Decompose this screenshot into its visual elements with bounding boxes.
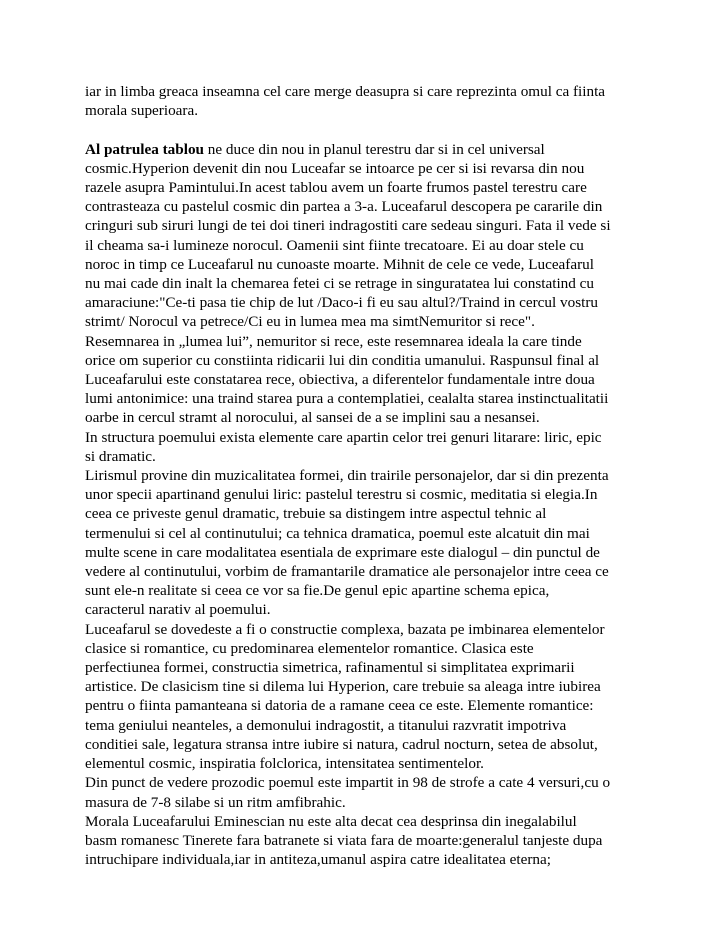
- text-line: Luceafarul se dovedeste a fi o constructie complexa, bazata pe imbinarea elementelor: [85, 620, 605, 638]
- text-line: razele asupra Pamintului.In acest tablou avem un foarte frumos pastel terestru care: [85, 179, 587, 196]
- text-line: Morala Luceafarului Eminescian nu este alta decat cea desprinsa din inegalabilul: [85, 812, 577, 830]
- text-line: ceea ce priveste genul dramatic, trebuie sa distingem intre aspectul tehnic al: [85, 505, 547, 523]
- text-line: Resemnarea in „lumea lui”, nemuritor si rece, este resemnarea ideala la care tinde: [85, 332, 582, 350]
- text-line: pentru o fiinta pamanteana si datoria de a ramane ceea ce este. Elemente romantice:: [85, 697, 594, 715]
- text-line: unor specii apartinand genului liric: pastelul terestru si cosmic, meditatia si elegia.In: [85, 486, 598, 504]
- text-line: artistice. De clasicism tine si dilema lui Hyperion, care trebuie sa aleaga intre iubirea: [85, 678, 601, 696]
- text-line: orice om superior cu constiinta ridicarii lui din conditia umanului. Raspunsul final al: [85, 351, 600, 369]
- bold-heading: Al patrulea tablou: [85, 140, 204, 158]
- text-line: Luceafarului este constatarea rece, obiectiva, a diferentelor fundamentale intre doua: [85, 371, 595, 389]
- text-line: Din punct de vedere prozodic poemul este impartit in 98 de strofe a cate 4 versuri,cu o: [85, 774, 611, 792]
- text-line: clasice si romantice, cu predominarea elementelor romantice. Clasica este: [85, 639, 534, 657]
- text-line: sunt ele-n realitate si ceea ce vor sa fie.De genul epic apartine schema epica,: [85, 582, 550, 600]
- text-line: elementul cosmic, inspiratia folclorica, intensitatea sentimentelor.: [85, 755, 484, 773]
- text-line: noroc in timp ce Luceafarul nu cunoaste moarte. Mihnit de cele ce vede, Luceafarul: [85, 255, 594, 273]
- text-line: Lirismul provine din muzicalitatea formei, din trairile personajelor, dar si din prezenta: [85, 467, 609, 485]
- text-line: basm romanesc Tinerete fara batranete si viata fara de moarte:generalul tanjeste dupa: [85, 831, 603, 849]
- body-text: [85, 159, 645, 870]
- paragraph-gap: [85, 120, 645, 139]
- text-line: strimt/ Norocul va petrece/Ci eu in lumea mea ma simtNemuritor si rece".: [85, 313, 535, 331]
- text-line: tema geniului neanteles, a demonului indragostit, a titanului razvratit impotriva: [85, 716, 567, 734]
- text-line: conditiei sale, legatura stransa intre iubire si natura, cadrul nocturn, setea de absolut,: [85, 735, 598, 753]
- text-line: cosmic.Hyperion devenit din nou Luceafar se intoarce pe cer si isi revarsa din nou: [85, 159, 585, 177]
- text-line: masura de 7-8 silabe si un ritm amfibrahic.: [85, 793, 346, 811]
- tablou-paragraph: [85, 140, 645, 870]
- text-line: contrasteaza cu pastelul cosmic din partea a 3-a. Luceafarul descopera pe cararile din: [85, 198, 603, 216]
- text-line: [85, 140, 645, 159]
- text-line: termenului si cel al continutului; ca tehnica dramatica, poemul este alcatuit din mai: [85, 524, 590, 542]
- intro-paragraph: [85, 82, 645, 120]
- document-page: [85, 82, 645, 869]
- text-line: perfectiunea formei, constructia simetrica, rafinamentul si simplitatea exprimarii: [85, 659, 575, 677]
- text-line: amaraciune:"Ce-ti pasa tie chip de lut /Daco-i fi eu sau altul?/Traind in cercul vostru: [85, 294, 598, 312]
- text-line: iar in limba greaca inseamna cel care merge deasupra si care reprezinta omul ca fiinta: [85, 83, 606, 100]
- text-line: vedere al continutului, vorbim de framantarile dramatice ale personajelor intre ceea ce: [85, 563, 609, 581]
- text-line: il cheama sa-i lumineze norocul. Oamenii sint fiinte trecatoare. Ei au doar stele cu: [85, 236, 584, 254]
- text-run: ne duce din nou in planul terestru dar si in cel universal: [203, 140, 545, 158]
- text-line: caracterul narativ al poemului.: [85, 601, 271, 619]
- text-line: oarbe in cercul stramt al norocului, al sansei de a se implini sau a nesansei.: [85, 409, 540, 427]
- text-line: nu mai cade din inalt la chemarea fetei ci se retrage in singuratatea lui constatind cu: [85, 275, 594, 293]
- text-line: In structura poemului exista elemente care apartin celor trei genuri litarare: liric, epic: [85, 428, 602, 446]
- text-line: cringuri sub siruri lungi de tei doi tineri indragostiti care sedeau singuri. Fata il vede si: [85, 217, 611, 235]
- text-line: intruchipare individuala,iar in antiteza,umanul aspira catre idealitatea eterna;: [85, 851, 551, 869]
- text-line: morala superioara.: [85, 102, 199, 120]
- text-line: si dramatic.: [85, 447, 156, 465]
- text-line: lumi antonimice: una traind starea pura a contemplatiei, cealalta starea instinctualitatii: [85, 390, 609, 408]
- text-line: multe scene in care modalitatea esentiala de exprimare este dialogul – din punctul de: [85, 543, 600, 561]
